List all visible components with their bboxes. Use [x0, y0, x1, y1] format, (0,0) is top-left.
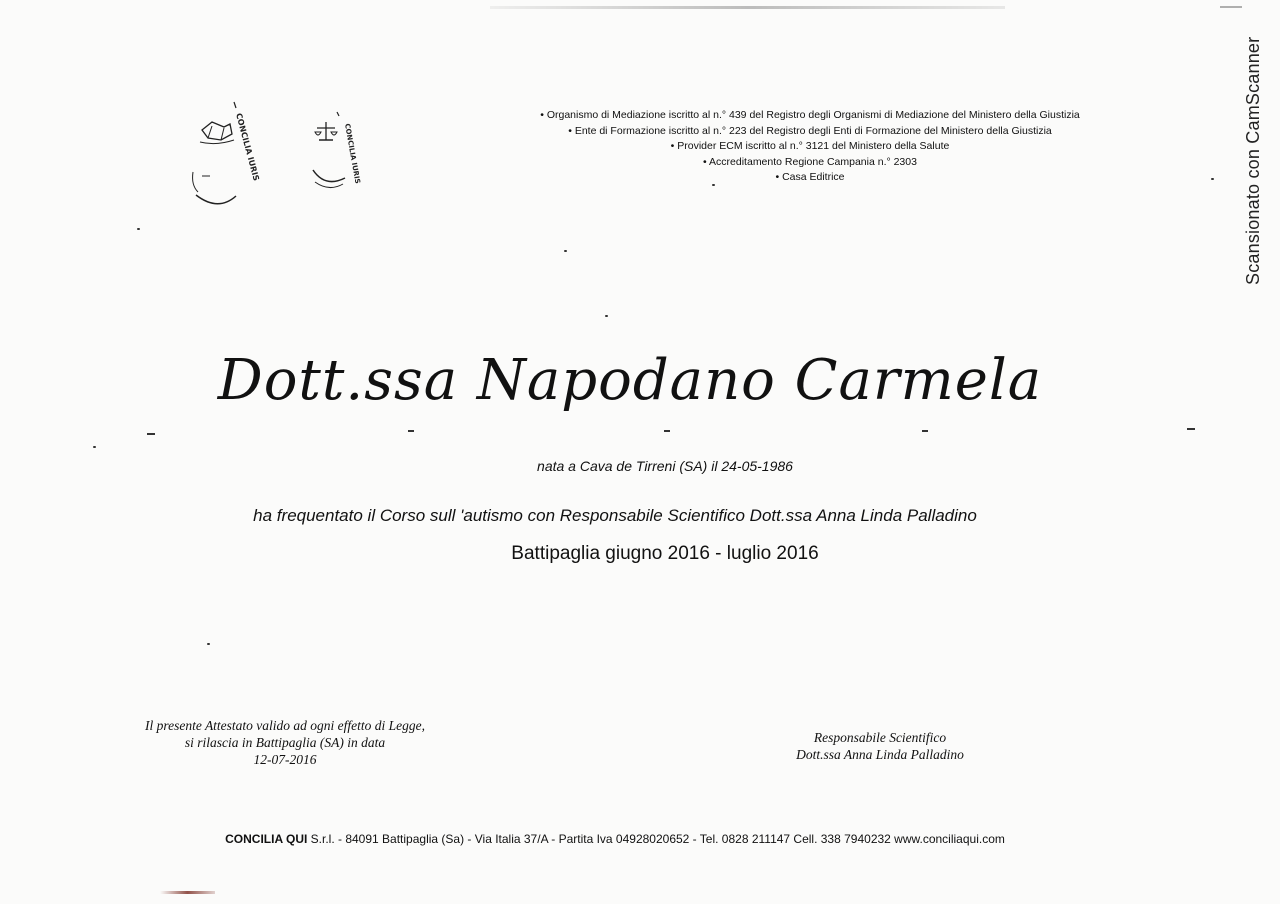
scan-speck [207, 643, 210, 645]
seal-text-left: CONCILIA IURIS [234, 112, 261, 182]
validity-line: Il presente Attestato valido ad ogni effetto di Legge, [144, 718, 426, 733]
seal-text-right: CONCILIA IURIS [343, 122, 362, 185]
credential-line: • Organismo di Mediazione iscritto al n.° 439 del Registro degli Organismi di Mediazione del Ministero della Giustizia [480, 108, 1140, 124]
credential-line: • Provider ECM iscritto al n.° 3121 del Ministero della Salute [480, 139, 1140, 155]
validity-line: si rilascia in Battipaglia (SA) in data [184, 735, 386, 750]
organization-credentials [480, 108, 1140, 186]
scan-edge-shadow [490, 6, 1005, 9]
issue-date: 12-07-2016 [253, 752, 317, 767]
scan-dash [408, 430, 414, 432]
company-footer [150, 832, 1080, 846]
scan-edge-mark-bottom [160, 891, 215, 894]
birth-info: nata a Cava de Tirreni (SA) il 24-05-1986 [537, 458, 793, 474]
scales-seal-icon [305, 110, 370, 200]
scan-dash [1187, 428, 1195, 430]
scan-speck [564, 250, 567, 252]
signature-name: Dott.ssa Anna Linda Palladino [796, 747, 964, 762]
validity-statement [105, 717, 465, 768]
scan-speck [93, 446, 96, 448]
course-period: Battipaglia giugno 2016 - luglio 2016 [511, 543, 819, 564]
course-info: ha frequentato il Corso sull 'autismo con Responsabile Scientifico Dott.ssa Anna Linda Palladino [253, 506, 977, 525]
scan-speck [712, 184, 715, 186]
scan-speck [137, 228, 140, 230]
book-seal-icon [188, 100, 268, 210]
signature-block [760, 729, 1000, 763]
scan-edge-mark [1220, 6, 1242, 8]
recipient-name: Dott.ssa Napodano Carmela [217, 348, 1043, 413]
scan-speck [1211, 178, 1214, 180]
scan-speck [605, 315, 608, 317]
signature-role: Responsabile Scientifico [813, 730, 947, 745]
credential-line: • Ente di Formazione iscritto al n.° 223 del Registro degli Enti di Formazione del Ministero della Giustizia [480, 124, 1140, 140]
company-name: CONCILIA QUI [225, 832, 308, 846]
credential-line: • Accreditamento Regione Campania n.° 2303 [480, 155, 1140, 171]
scan-dash [664, 430, 670, 432]
scan-dash [147, 433, 155, 435]
scan-dash [922, 430, 928, 432]
company-details: S.r.l. - 84091 Battipaglia (Sa) - Via Italia 37/A - Partita Iva 04928020652 - Tel. 0828 211147 Cell. 338 7940232 www.conciliaqui.com [307, 832, 1005, 846]
credential-line: • Casa Editrice [480, 170, 1140, 186]
camscanner-watermark: Scansionato con CamScanner [1243, 36, 1263, 285]
